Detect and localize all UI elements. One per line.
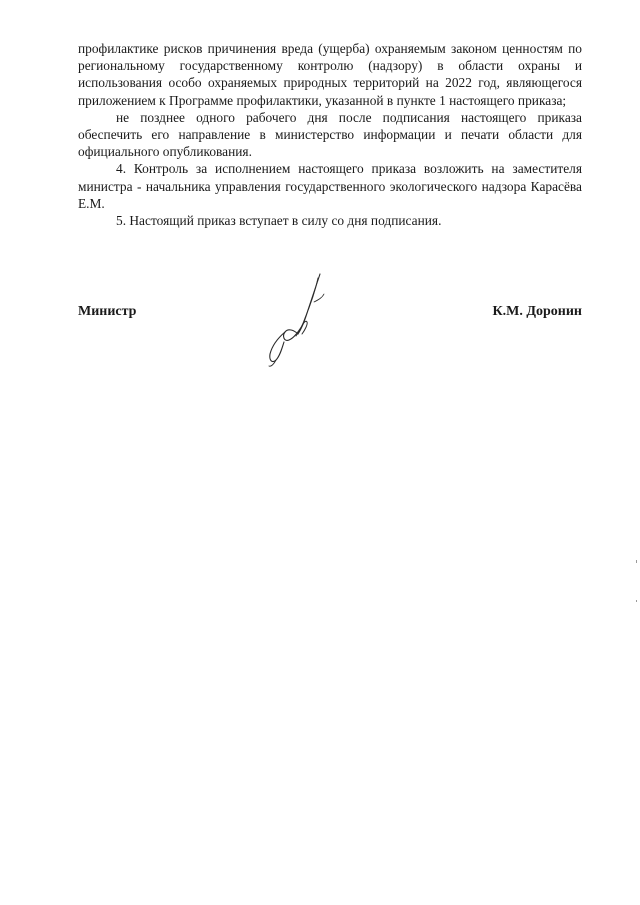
handwritten-signature [258,272,348,372]
scan-artifact [636,560,637,563]
scan-artifact [636,600,637,602]
paragraph-item-5-effective-date: 5. Настоящий приказ вступает в силу со дня подписания. [116,213,442,229]
signature-block [78,298,582,368]
document-body [78,40,582,229]
signer-name: К.М. Доронин [492,304,582,319]
paragraph-prevention-program: профилактике рисков причинения вреда (ущерба) охраняемым законом ценностям по региональному государственному контролю (надзору) в области охраны и использования особо охраняемых природных территорий на 2022 год, являющегося приложением к Программе профилактики, указанной в пункте 1 настоящего приказа; [78,41,582,108]
paragraph-publication-order: не позднее одного рабочего дня после подписания настоящего приказа обеспечить его направление в министерство информации и печати области для официального опубликования. [78,109,582,160]
paragraph-item-4-control: 4. Контроль за исполнением настоящего приказа возложить на заместителя министра - начальника управления государственного экологического надзора Карасёва Е.М. [78,161,582,211]
position-title: Министр [78,304,137,319]
